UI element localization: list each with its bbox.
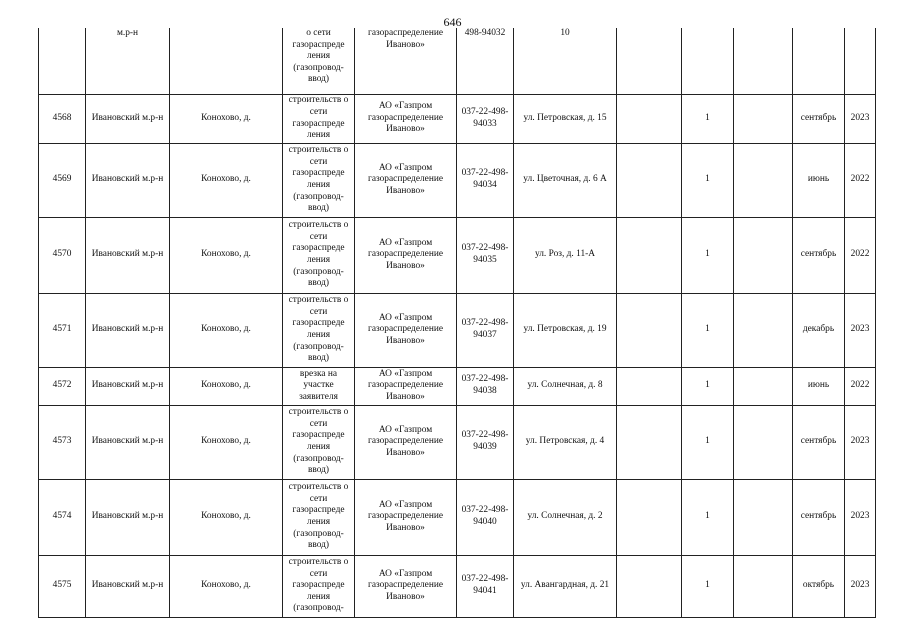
cell-work: строительств о сети газораспреде ления (газопровод-ввод) [283,143,355,217]
cell-organization: АО «Газпром газораспределение Иваново» [355,367,457,405]
cell-year: 2022 [845,143,876,217]
cell-year: 2022 [845,367,876,405]
cell-code: 037-22-498-94041 [457,555,514,617]
cell-locality: Конохово, д. [170,293,283,367]
cell-code: 037-22-498-94038 [457,367,514,405]
cell-empty-2 [734,143,793,217]
cell-month: сентябрь [793,405,845,479]
cell-address: ул. Петровская, д. 4 [514,405,617,479]
cell-empty-1 [617,367,682,405]
cell-organization: АО «Газпром газораспределение Иваново» [355,217,457,293]
cell-district: Ивановский м.р-н [86,479,170,555]
table-row [39,94,876,143]
cell-work: строительств о сети газораспреде ления (газопровод-ввод) [283,217,355,293]
cell-code: 037-22-498-94035 [457,217,514,293]
cell-empty-1 [617,94,682,143]
cell-empty-2 [734,405,793,479]
cell-month: сентябрь [793,94,845,143]
cell-district: Ивановский м.р-н [86,293,170,367]
table-row [39,217,876,293]
cell-locality: Конохово, д. [170,94,283,143]
cell-work: строительств о сети газораспреде ления [283,94,355,143]
cell-locality: Конохово, д. [170,217,283,293]
cell-empty-2 [734,293,793,367]
cell-year: 2023 [845,479,876,555]
cell-address: ул. Петровская, д. 15 [514,94,617,143]
cell-work: строительств о сети газораспреде ления (газопровод-ввод) [283,405,355,479]
cell-code: 037-22-498-94033 [457,94,514,143]
cell-district: Ивановский м.р-н [86,143,170,217]
cell-district: Ивановский м.р-н [86,405,170,479]
cell-organization: АО «Газпром газораспределение Иваново» [355,405,457,479]
cell-count: 1 [682,479,734,555]
cell-month: сентябрь [793,217,845,293]
cell-empty-2 [734,217,793,293]
cell-month: декабрь [793,293,845,367]
cell-year: 2022 [845,217,876,293]
cell-month: октябрь [793,555,845,617]
cell-num: 4568 [39,94,86,143]
cell-address: ул. Солнечная, д. 8 [514,367,617,405]
cell-locality: Конохово, д. [170,143,283,217]
cell-count: 1 [682,367,734,405]
cell-month: июнь [793,367,845,405]
cell-locality [170,28,283,94]
cell-address: ул. Петровская, д. 19 [514,293,617,367]
cell-organization: АО «Газпром газораспределение Иваново» [355,479,457,555]
cell-month: июнь [793,143,845,217]
cell-locality: Конохово, д. [170,405,283,479]
table-row-fragment [39,28,876,94]
cell-count: 1 [682,405,734,479]
cell-code: 037-22-498-94039 [457,405,514,479]
table-row [39,405,876,479]
cell-count: 1 [682,293,734,367]
table-row [39,479,876,555]
cell-organization: АО «Газпром газораспределение Иваново» [355,94,457,143]
cell-num: 4570 [39,217,86,293]
cell-empty-1 [617,405,682,479]
cell-locality: Конохово, д. [170,367,283,405]
cell-address: ул. Роз, д. 11-А [514,217,617,293]
cell-district: Ивановский м.р-н [86,94,170,143]
cell-work: о сети газораспреде ления (газопровод-ввод) [283,28,355,94]
cell-num: 4571 [39,293,86,367]
cell-locality: Конохово, д. [170,555,283,617]
cell-count: 1 [682,94,734,143]
cell-address: ул. Цветочная, д. 6 А [514,143,617,217]
cell-code: 037-22-498-94034 [457,143,514,217]
cell-count [682,28,734,94]
cell-count: 1 [682,143,734,217]
cell-code: 037-22-498-94040 [457,479,514,555]
cell-empty-2 [734,94,793,143]
cell-count: 1 [682,217,734,293]
cell-month: сентябрь [793,479,845,555]
cell-work: строительств о сети газораспреде ления (газопровод-ввод) [283,479,355,555]
register-table [38,28,876,618]
cell-num: 4575 [39,555,86,617]
cell-organization: АО «Газпром газораспределение Иваново» [355,293,457,367]
cell-empty-1 [617,293,682,367]
cell-empty-2 [734,28,793,94]
cell-empty-1 [617,479,682,555]
cell-address: ул. Солнечная, д. 2 [514,479,617,555]
cell-address: ул. Авангардная, д. 21 [514,555,617,617]
cell-empty-1 [617,555,682,617]
page-number: 646 [443,15,462,29]
cell-work: врезка на участке заявителя [283,367,355,405]
cell-year: 2023 [845,405,876,479]
table-row [39,143,876,217]
cell-empty-2 [734,367,793,405]
cell-num: 4572 [39,367,86,405]
cell-year [845,28,876,94]
cell-count: 1 [682,555,734,617]
cell-year: 2023 [845,555,876,617]
table-row [39,293,876,367]
cell-year: 2023 [845,293,876,367]
table-row [39,367,876,405]
cell-empty-2 [734,479,793,555]
cell-work: строительств о сети газораспреде ления (газопровод-ввод) [283,293,355,367]
cell-num: 4569 [39,143,86,217]
cell-address: 10 [514,28,617,94]
cell-code: 037-22-498-94037 [457,293,514,367]
cell-num: 4574 [39,479,86,555]
cell-empty-1 [617,28,682,94]
table-row [39,555,876,617]
cell-district: Ивановский м.р-н [86,217,170,293]
cell-organization: АО «Газпром газораспределение Иваново» [355,555,457,617]
cell-district: Ивановский м.р-н [86,367,170,405]
cell-organization: АО «Газпром газораспределение Иваново» [355,143,457,217]
cell-num [39,28,86,94]
cell-month [793,28,845,94]
cell-empty-2 [734,555,793,617]
cell-code: 498-94032 [457,28,514,94]
cell-district: Ивановский м.р-н [86,555,170,617]
cell-year: 2023 [845,94,876,143]
cell-empty-1 [617,217,682,293]
cell-organization: газораспределение Иваново» [355,28,457,94]
cell-num: 4573 [39,405,86,479]
cell-district: м.р-н [86,28,170,94]
cell-locality: Конохово, д. [170,479,283,555]
cell-empty-1 [617,143,682,217]
cell-work: строительств о сети газораспреде ления (газопровод- [283,555,355,617]
